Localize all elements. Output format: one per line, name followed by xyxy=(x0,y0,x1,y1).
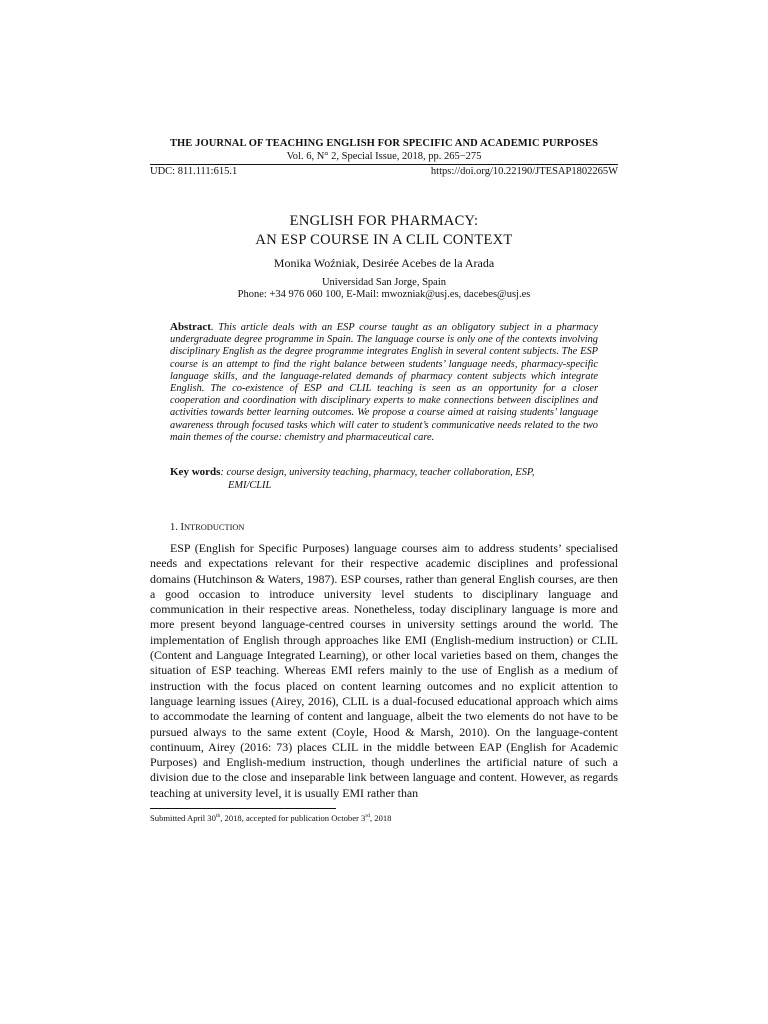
doi-link[interactable]: https://doi.org/10.22190/JTESAP1802265W xyxy=(430,166,618,177)
keywords-line-1 xyxy=(170,466,598,479)
keywords-line-2: EMI/CLIL xyxy=(228,480,272,491)
article-title xyxy=(150,212,618,250)
section-heading xyxy=(170,522,244,533)
header-rule xyxy=(150,164,618,165)
contact-info: Phone: +34 976 060 100, E-Mail: mwozniak@usj.es, dacebes@usj.es xyxy=(237,289,531,300)
section-number: 1. xyxy=(170,522,181,533)
udc-code: UDC: 811.111:615.1 xyxy=(150,166,238,177)
body-paragraph: ESP (English for Specific Purposes) language courses aim to address students’ specialised needs and expectations relevant for their respective academic disciplines and professional domains (Hutchinson & Waters, 1987). ESP courses, rather than general English courses, are then a good occasion to introduce university level students to disciplinary language and communication in their respective areas. Nonetheless, today disciplinary language is more and more present beyond language-centred courses in university settings around the world. The implementation of English through approaches like EMI (English-medium instruction) or CLIL (Content and Language Integrated Learning), or other local varieties based on them, changes the situation of ESP teaching. Whereas EMI refers mainly to the use of English as a medium of instruction with the focus placed on content learning outcomes and no explicit attention to language learning issues (Airey, 2016), CLIL is a dual-focused educational approach which aims to accommodate the learning of content and language, albeit the two elements do not have to be pursued always to the same extent (Coyle, Hood & Marsh, 2010). On the language-content continuum, Airey (2016: 73) places CLIL in the middle between EAP (English for Academic Purposes) and English-medium instruction, though underlines the artificial nature of such a division due to the close and inseparable link between language and content. However, as regards teaching at university level, it is usually EMI rather than xyxy=(150,541,618,800)
footnote-part-3: , 2018 xyxy=(369,813,392,823)
journal-title: THE JOURNAL OF TEACHING ENGLISH FOR SPECIFIC AND ACADEMIC PURPOSES xyxy=(169,138,599,149)
footnote-rule xyxy=(150,808,336,809)
footnote xyxy=(150,813,391,823)
authors: Monika Woźniak, Desirée Acebes de la Arada xyxy=(273,256,495,270)
section-title-rest: NTRODUCTION xyxy=(184,523,245,532)
affiliation: Universidad San Jorge, Spain xyxy=(321,277,447,288)
keywords-label: Key words xyxy=(170,466,221,478)
section-initial: I xyxy=(180,522,184,533)
footnote-part-1: Submitted April 30 xyxy=(150,813,216,823)
footnote-sup-1: th xyxy=(215,813,221,820)
footnote-sup-2: rd xyxy=(365,813,370,820)
footnote-part-2: , 2018, accepted for publication October 3 xyxy=(220,813,366,823)
abstract-text: . This article deals with an ESP course taught as an obligatory subject in a pharmacy undergraduate degree programme in Spain. The language course is only one of the contexts involving disciplinary English as the degree programme integrates English in several content subjects. The ESP course is an attempt to find the right balance between students’ language needs, pharmacy-specific language skills, and the language-related demands of pharmacy content subjects which integrate English. The co-existence of ESP and CLIL teaching is seen as an opportunity for a closer cooperation and coordination with disciplinary experts to make connections between disciplines and activities towards better learning outcomes. We propose a course aimed at raising students’ language awareness through focused tasks which will cater to student’s communicative needs related to the two main themes of the course: chemistry and pharmaceutical care. xyxy=(170,322,598,443)
abstract-label: Abstract xyxy=(170,321,211,333)
abstract xyxy=(170,321,598,444)
volume-info: Vol. 6, N° 2, Special Issue, 2018, pp. 265−275 xyxy=(286,151,482,162)
keywords-text: : course design, university teaching, pharmacy, teacher collaboration, ESP, xyxy=(220,467,535,478)
keywords xyxy=(170,466,598,492)
article-title-line-1: ENGLISH FOR PHARMACY: xyxy=(289,213,479,229)
article-title-line-2: AN ESP COURSE IN A CLIL CONTEXT xyxy=(255,232,513,248)
